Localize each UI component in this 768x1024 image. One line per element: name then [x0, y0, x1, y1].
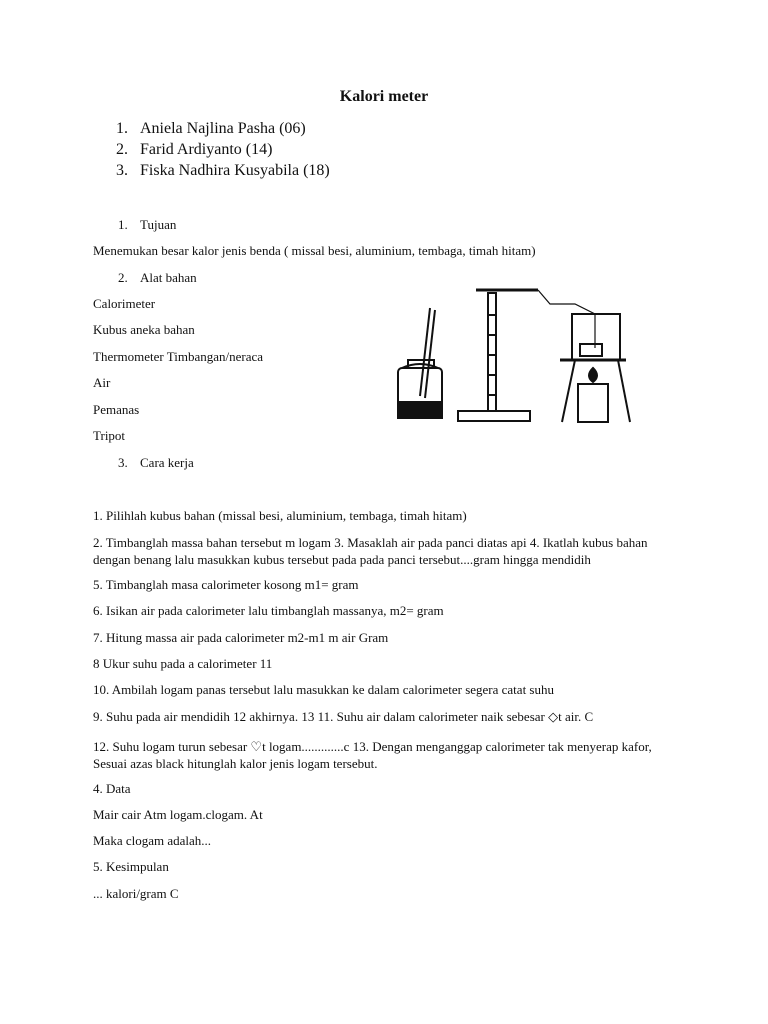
- section-heading-kesimpulan: 5. Kesimpulan: [93, 859, 169, 874]
- step-item: 2. Timbanglah massa bahan tersebut m logam 3. Masaklah air pada panci diatas api 4. Ikatlah kubus bahan dengan benang lalu masukkan kubus tersebut pada pada panci tersebut....gram hingga mendidih: [93, 535, 648, 567]
- member-item: 2. Farid Ardiyanto (14): [116, 141, 273, 158]
- member-item: 1. Aniela Najlina Pasha (06): [116, 120, 306, 137]
- beaker-with-rod-icon: [398, 308, 442, 418]
- section-heading-cara: 3. Cara kerja: [118, 455, 194, 470]
- step-item: 7. Hitung massa air pada calorimeter m2-m1 m air Gram: [93, 630, 389, 645]
- data-line: Maka clogam adalah...: [93, 833, 212, 848]
- section-heading-alat: 2. Alat bahan: [118, 270, 197, 285]
- alat-item: Kubus aneka bahan: [93, 322, 195, 337]
- page-title: Kalori meter: [339, 88, 429, 105]
- section-heading-tujuan: 1. Tujuan: [118, 217, 177, 232]
- tujuan-text: Menemukan besar kalor jenis benda ( missal besi, aluminium, tembaga, timah hitam): [93, 243, 536, 258]
- section-heading-data: 4. Data: [93, 781, 131, 796]
- alat-item: Pemanas: [93, 402, 140, 417]
- step-item: 10. Ambilah logam panas tersebut lalu masukkan ke dalam calorimeter segera catat suhu: [93, 682, 554, 697]
- step-item: 5. Timbanglah masa calorimeter kosong m1= gram: [93, 577, 359, 592]
- step-item: 1. Pilihlah kubus bahan (missal besi, aluminium, tembaga, timah hitam): [93, 508, 467, 523]
- alat-item: Air: [93, 375, 111, 390]
- alat-item: Calorimeter: [93, 296, 156, 311]
- wire-icon: [538, 290, 595, 348]
- step-item: 9. Suhu pada air mendidih 12 akhirnya. 13 11. Suhu air dalam calorimeter naik sebesar ◇t air. C: [93, 709, 594, 724]
- apparatus-illustration: [390, 280, 640, 430]
- step-item: 6. Isikan air pada calorimeter lalu timbanglah massanya, m2= gram: [93, 603, 444, 618]
- kesimpulan-text: ... kalori/gram C: [93, 886, 179, 901]
- step-item: 12. Suhu logam turun sebesar ♡t logam.............c 13. Dengan menganggap calorimeter tak menyerap kafor, Sesuai azas black hitunglah kalor jenis logam tersebut.: [93, 739, 652, 771]
- alat-item: Tripot: [93, 428, 126, 443]
- member-item: 3. Fiska Nadhira Kusyabila (18): [116, 162, 330, 179]
- step-item: 8 Ukur suhu pada a calorimeter 11: [93, 656, 273, 671]
- alat-item: Thermometer Timbangan/neraca: [93, 349, 264, 364]
- data-line: Mair cair Atm logam.clogam. At: [93, 807, 263, 822]
- stand-icon: [458, 290, 538, 421]
